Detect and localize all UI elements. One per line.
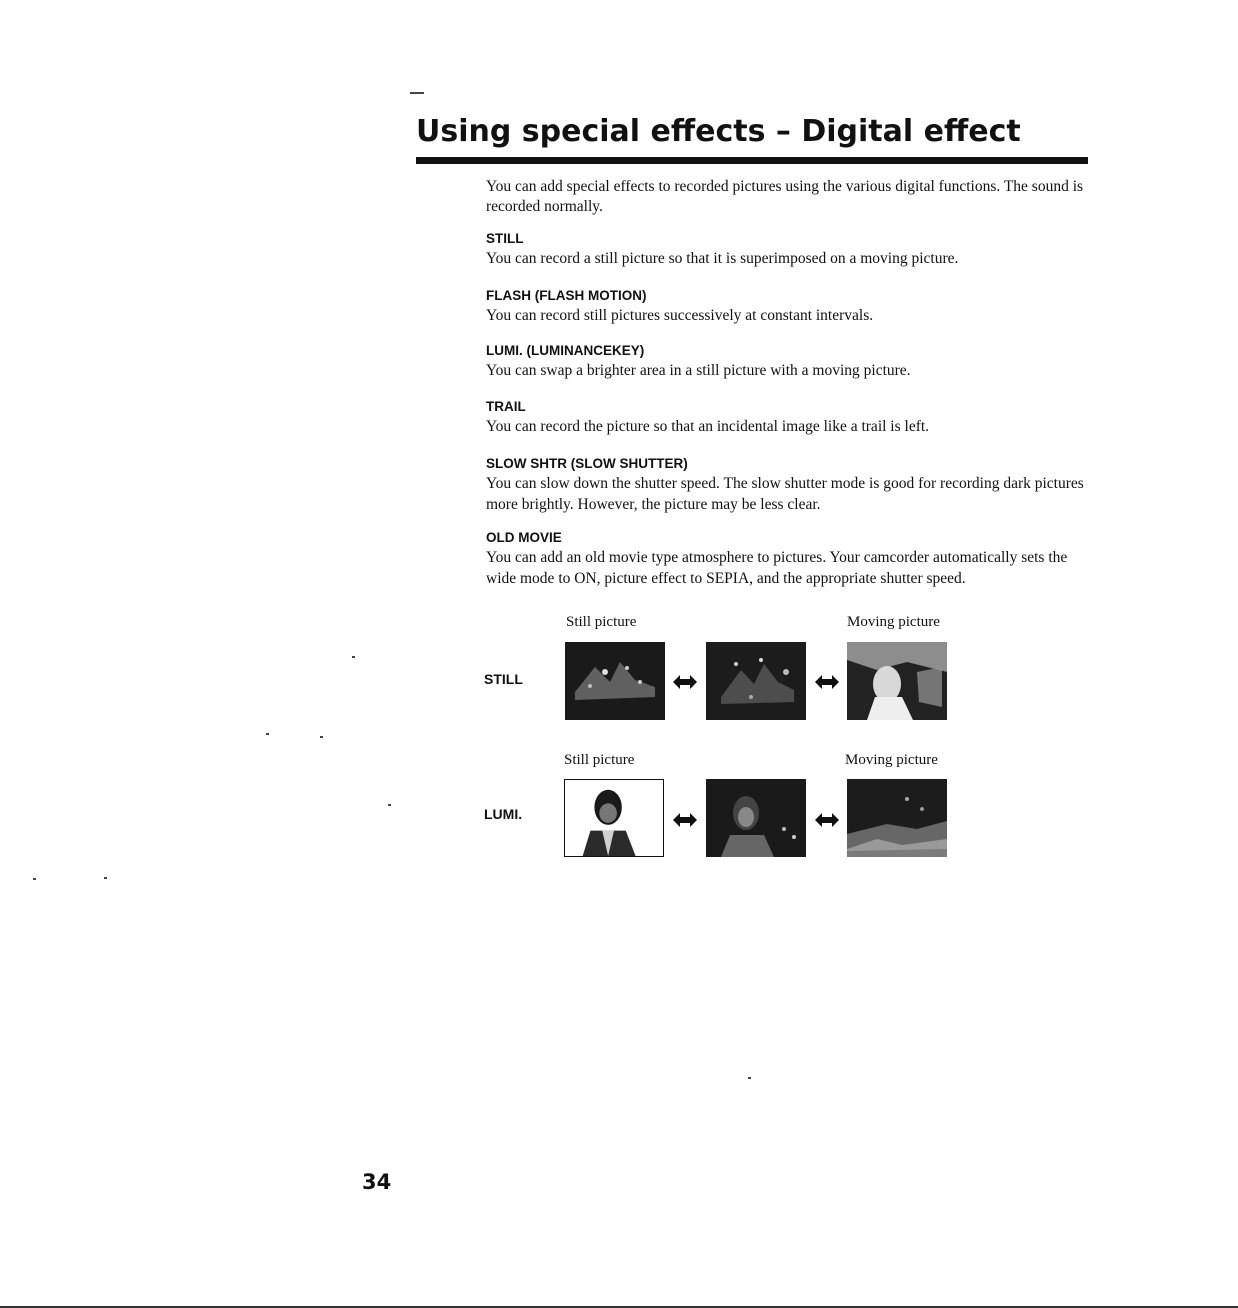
scan-speck: [104, 877, 107, 879]
section-lumi: [486, 342, 1086, 381]
still-picture-caption: Still picture: [564, 752, 635, 768]
section-body: You can swap a brighter area in a still picture with a moving picture.: [486, 362, 911, 379]
double-arrow-icon: [815, 813, 839, 827]
still-picture-caption: Still picture: [566, 614, 637, 630]
page-title: Using special effects – Digital effect: [416, 114, 1021, 149]
scan-speck: [748, 1077, 751, 1079]
double-arrow-icon: [673, 675, 697, 689]
luminance-picture-image: [706, 779, 806, 857]
section-heading: LUMI. (LUMINANCEKEY): [486, 343, 645, 358]
section-flash: [486, 287, 1086, 326]
page-number: 34: [362, 1170, 392, 1194]
superimposed-picture-image: [706, 642, 806, 720]
section-body: You can record still pictures successively at constant intervals.: [486, 307, 874, 324]
scan-speck: [410, 92, 424, 94]
scan-speck: [33, 878, 36, 880]
section-body: You can record a still picture so that it is superimposed on a moving picture.: [486, 250, 959, 267]
section-heading: SLOW SHTR (SLOW SHUTTER): [486, 456, 688, 471]
title-rule: [416, 157, 1088, 164]
section-heading: TRAIL: [486, 399, 526, 414]
moving-picture-caption: Moving picture: [847, 614, 940, 630]
scan-speck: [266, 733, 269, 735]
double-arrow-icon: [815, 675, 839, 689]
section-heading: OLD MOVIE: [486, 530, 562, 545]
double-arrow-icon: [673, 813, 697, 827]
section-still: [486, 230, 1086, 269]
moving-picture-caption: Moving picture: [845, 752, 938, 768]
section-slow-shutter: [486, 455, 1086, 515]
section-heading: STILL: [486, 231, 524, 246]
section-old-movie: [486, 529, 1086, 589]
still-picture-image: [564, 779, 664, 857]
figure-row-label: STILL: [484, 671, 523, 687]
scan-speck: [320, 736, 323, 738]
figure-row-label: LUMI.: [484, 806, 523, 822]
section-body: You can slow down the shutter speed. The slow shutter mode is good for recording dark pictures more brightly. However, the picture may be less clear.: [486, 475, 1084, 513]
moving-picture-image: [847, 779, 947, 857]
scan-speck: [352, 656, 355, 658]
section-body: You can add an old movie type atmosphere to pictures. Your camcorder automatically sets the wide mode to ON, picture effect to SEPIA, and the appropriate shutter speed.: [486, 549, 1068, 587]
moving-picture-image: [847, 642, 947, 720]
section-trail: [486, 398, 1086, 437]
scan-speck: [388, 804, 391, 806]
section-heading: FLASH (FLASH MOTION): [486, 288, 647, 303]
intro-paragraph: You can add special effects to recorded pictures using the various digital functions. The sound is recorded normally.: [486, 178, 1084, 215]
section-body: You can record the picture so that an incidental image like a trail is left.: [486, 418, 930, 435]
still-picture-image: [565, 642, 665, 720]
